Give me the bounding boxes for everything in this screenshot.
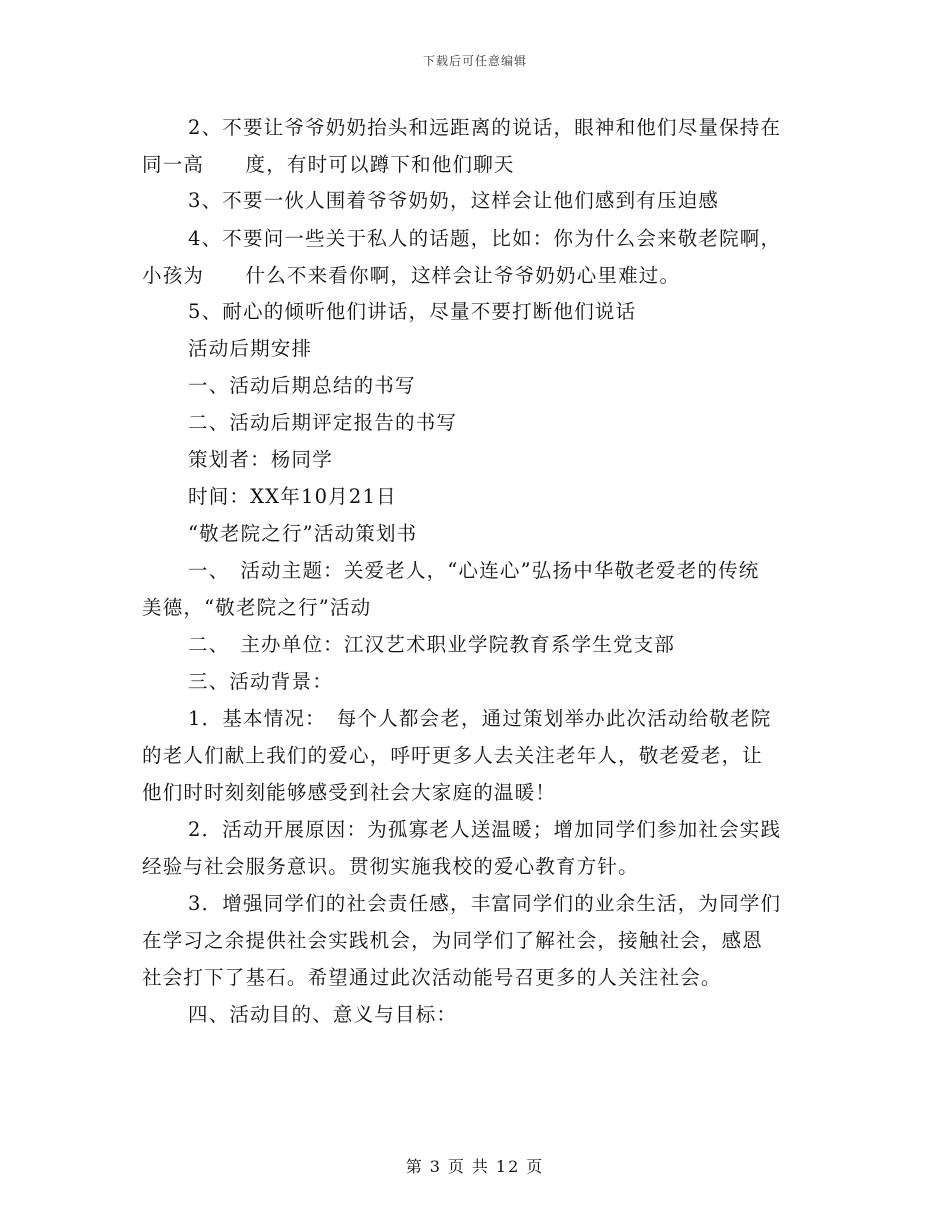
paragraph-line: 4、不要问一些关于私人的话题，比如：你为什么会来敬老院啊，	[188, 227, 782, 250]
paragraph-line: 美德，“敬老院之行”活动	[142, 596, 372, 619]
section-heading: 四、活动目的、意义与目标：	[188, 1003, 458, 1026]
current-page-number: 3	[429, 1157, 442, 1176]
page-header: 下载后可任意编辑	[422, 54, 527, 68]
section-heading: 活动后期安排	[188, 337, 313, 360]
page-footer	[0, 1154, 950, 1177]
page-label-mid2: 共	[471, 1157, 490, 1176]
page-label-suffix: 页	[526, 1157, 545, 1176]
paragraph-line: 3．增强同学们的社会责任感，丰富同学们的业余生活，为同学们	[188, 892, 782, 915]
paragraph-line: 社会打下了基石。希望通过此次活动能号召更多的人关注社会。	[142, 966, 722, 989]
paragraph-line: 二、 主办单位：江汉艺术职业学院教育系学生党支部	[188, 633, 676, 656]
paragraph-line: 2．活动开展原因：为孤寡老人送温暖；增加同学们参加社会实践	[188, 818, 782, 841]
paragraph-line: 二、活动后期评定报告的书写	[188, 411, 458, 434]
paragraph-line: 1．基本情况： 每个人都会老，通过策划举办此次活动给敬老院	[188, 707, 772, 730]
paragraph-line: 3、不要一伙人围着爷爷奶奶，这样会让他们感到有压迫感	[188, 189, 720, 212]
paragraph-line: 5、耐心的倾听他们讲话，尽量不要打断他们说话	[188, 300, 637, 323]
total-pages-number: 12	[495, 1157, 521, 1176]
page-label-prefix: 第	[405, 1157, 424, 1176]
document-title: “敬老院之行”活动策划书	[188, 522, 418, 545]
planner-line: 策划者：杨同学	[188, 448, 333, 471]
paragraph-line: 他们时时刻刻能够感受到社会大家庭的温暖！	[142, 781, 557, 804]
paragraph-line: 经验与社会服务意识。贯彻实施我校的爱心教育方针。	[142, 855, 639, 878]
paragraph-line: 在学习之余提供社会实践机会，为同学们了解社会，接触社会，感恩	[142, 929, 764, 952]
section-heading: 三、活动背景：	[188, 670, 333, 693]
page-label-mid1: 页	[447, 1157, 466, 1176]
paragraph-line: 一、 活动主题：关爱老人，“心连心”弘扬中华敬老爱老的传统	[188, 559, 760, 582]
paragraph-line: 同一高 度，有时可以蹲下和他们聊天	[142, 153, 515, 176]
paragraph-line: 小孩为 什么不来看你啊，这样会让爷爷奶奶心里难过。	[142, 264, 681, 287]
paragraph-line: 的老人们献上我们的爱心，呼吁更多人去关注老年人，敬老爱老，让	[142, 744, 764, 767]
paragraph-line: 2、不要让爷爷奶奶抬头和远距离的说话，眼神和他们尽量保持在	[188, 116, 782, 139]
date-line: 时间：XX年10月21日	[188, 485, 397, 508]
paragraph-line: 一、活动后期总结的书写	[188, 374, 416, 397]
